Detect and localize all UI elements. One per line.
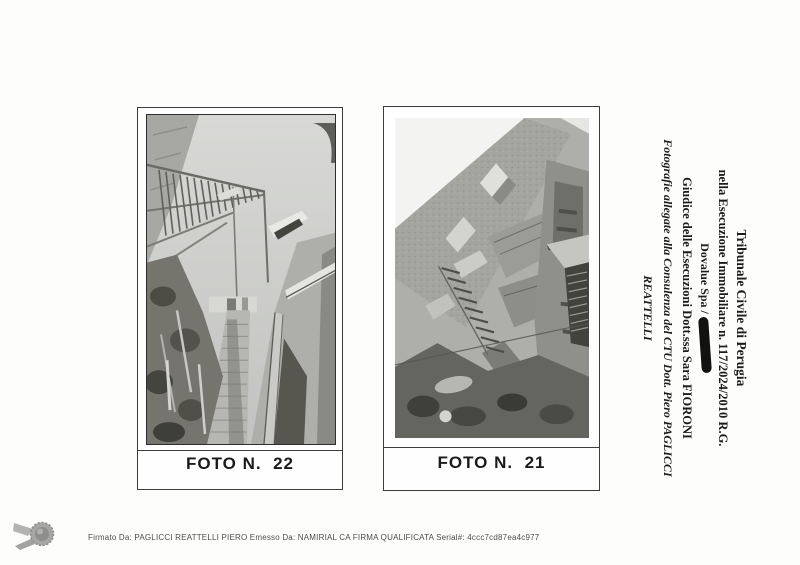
certificate-rosette-icon	[13, 519, 57, 551]
caption-case-number: nella Esecuzione Immobiliare n. 117/2024/2010 R.G.	[716, 169, 730, 447]
caption-creditor	[696, 108, 714, 508]
photo-foto-22-image	[146, 114, 336, 445]
rooftop-photo-art	[395, 118, 589, 438]
photo-frame-foto-22	[137, 107, 343, 490]
alley-photo-art	[147, 115, 335, 444]
photo-frame-foto-21	[383, 106, 600, 491]
redaction-mark	[698, 317, 712, 374]
signature-line: Firmato Da: PAGLICCI REATTELLI PIERO Emesso Da: NAMIRIAL CA FIRMA QUALIFICATA Serial#: 4ccc7cd87ea4c977	[88, 533, 540, 542]
photo-foto-22-label: FOTO N. 22	[138, 450, 342, 489]
photo-foto-21-image	[395, 118, 589, 438]
photo-foto-21-label: FOTO N. 21	[384, 447, 599, 490]
rotated-caption-block	[641, 108, 751, 508]
caption-creditor-text: Dovalue Spa /	[698, 243, 712, 314]
caption-photos-note: Fotografie allegate alla Consulenza del CTU Dott. Piero PAGLICCI REATTELLI	[641, 139, 675, 477]
caption-court: Tribunale Civile di Perugia	[734, 229, 749, 387]
caption-judge: Giudice delle Esecuzioni Dott.ssa Sara FIORONI	[680, 177, 694, 439]
